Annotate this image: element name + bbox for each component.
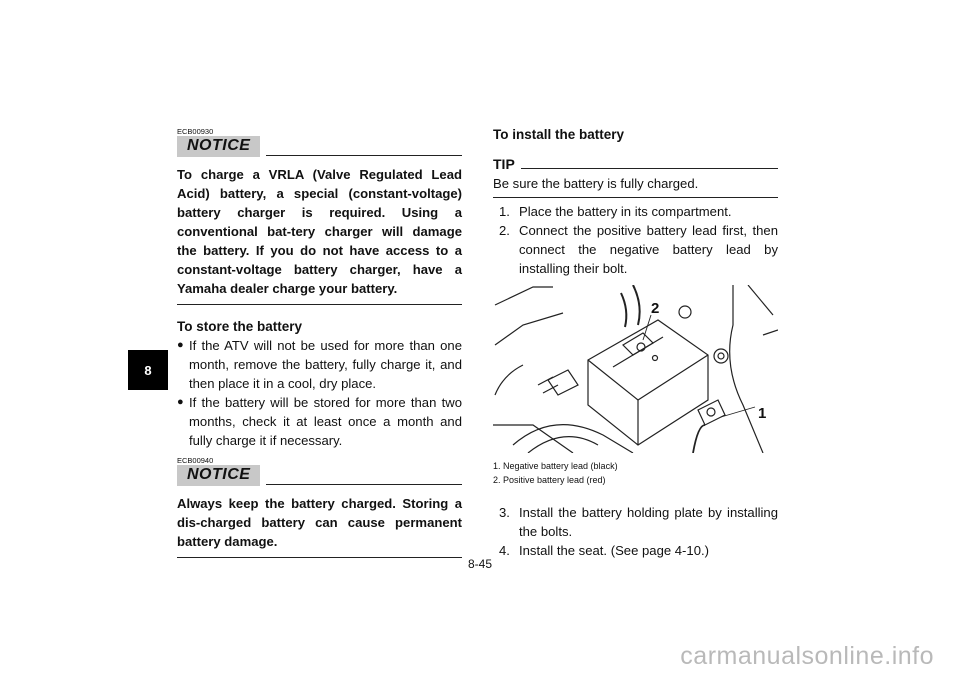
notice-code: ECB00930 (177, 127, 214, 136)
install-steps (493, 202, 778, 278)
notice-text: Always keep the battery charged. Storing a dis-charged battery can cause permanent battery damage. (177, 494, 462, 558)
step-item: 2. Connect the positive battery lead first, then connect the negative battery lead by installing their bolt. (499, 223, 778, 276)
notice-text: To charge a VRLA (Valve Regulated Lead Acid) battery, a special (constant-voltage) battery charger is required. Using a conventional bat-tery charger will damage the battery. If you do not have access to a constant-voltage battery charger, have a Yamaha dealer charge your battery. (177, 165, 462, 305)
bullet-icon: ● (177, 396, 184, 408)
tip-label: TIP (493, 156, 515, 172)
page-number: 8-45 (467, 557, 493, 571)
install-heading: To install the battery (493, 127, 625, 142)
install-steps-continued (493, 503, 778, 560)
caption-item: 1. Negative battery lead (black) (493, 461, 618, 471)
bullet-item: ● If the battery will be stored for more than two months, check it at least once a month and fully charge it if necessary. (177, 395, 462, 448)
notice-badge: NOTICE (177, 136, 260, 157)
section-tab: 8 (128, 350, 168, 390)
figure-captions (493, 459, 778, 487)
notice-code: ECB00940 (177, 456, 214, 465)
battery-illustration (493, 285, 778, 453)
tip-header (493, 156, 778, 172)
battery-drawing (493, 285, 778, 453)
bullet-item: ● If the ATV will not be used for more than one month, remove the battery, fully charge it, and then place it in a cool, dry place. (177, 338, 462, 391)
callout-1: 1 (758, 405, 767, 422)
tip-text: Be sure the battery is fully charged. (493, 174, 778, 198)
notice-header (177, 136, 462, 157)
watermark[interactable]: carmanualsonline.info (680, 642, 934, 670)
left-column (177, 127, 462, 558)
tip-rule (521, 168, 778, 169)
bullet-icon: ● (177, 339, 184, 351)
step-item: 3. Install the battery holding plate by installing the bolts. (499, 505, 778, 539)
notice-rule (266, 155, 462, 156)
callout-2: 2 (651, 300, 660, 317)
notice-header (177, 465, 462, 486)
notice-rule (266, 484, 462, 485)
store-bullets (177, 336, 462, 450)
caption-item: 2. Positive battery lead (red) (493, 475, 606, 485)
right-column (493, 127, 778, 560)
step-item: 4. Install the seat. (See page 4-10.) (499, 543, 709, 558)
notice-badge: NOTICE (177, 465, 260, 486)
store-heading: To store the battery (177, 319, 303, 334)
step-item: 1. Place the battery in its compartment. (499, 204, 732, 219)
